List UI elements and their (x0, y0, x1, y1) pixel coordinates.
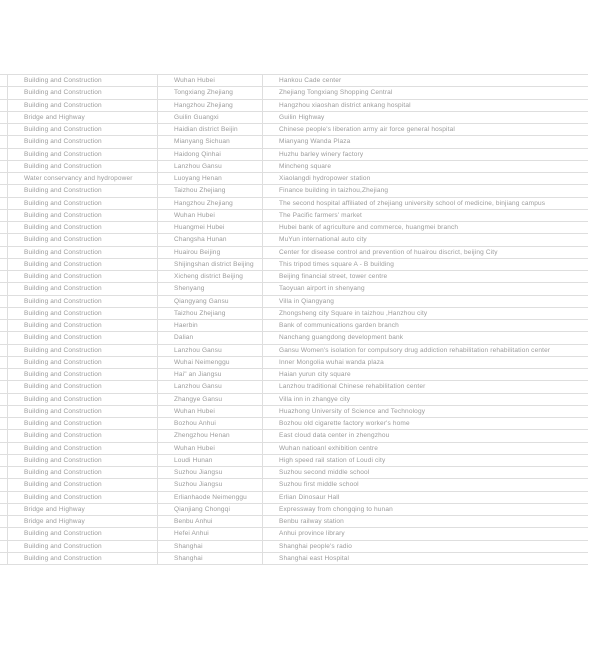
category-cell: Building and Construction (7, 124, 157, 135)
location-cell: Wuhan Hubei (157, 75, 262, 86)
category-cell: Building and Construction (7, 394, 157, 405)
project-cell: Benbu railway station (262, 516, 588, 527)
location-cell: Wuhai Neimenggu (157, 357, 262, 368)
table-row (0, 455, 588, 467)
table-row (0, 541, 588, 553)
location-cell: Shijingshan district Beijing (157, 259, 262, 270)
project-cell: Shanghai people's radio (262, 541, 588, 552)
project-cell: Finance building in taizhou,Zhejiang (262, 185, 588, 196)
location-cell: Erlianhaode Neimenggu (157, 492, 262, 503)
category-cell: Building and Construction (7, 100, 157, 111)
table-row (0, 112, 588, 124)
table-row (0, 394, 588, 406)
category-cell: Building and Construction (7, 455, 157, 466)
location-cell: Zhangye Gansu (157, 394, 262, 405)
location-cell: Wuhan Hubei (157, 443, 262, 454)
project-cell: Villa inn in zhangye city (262, 394, 588, 405)
category-cell: Building and Construction (7, 332, 157, 343)
category-cell: Building and Construction (7, 247, 157, 258)
table-row (0, 320, 588, 332)
project-cell: The Pacific farmers' market (262, 210, 588, 221)
project-cell: Suzhou first middle school (262, 479, 588, 490)
category-cell: Building and Construction (7, 553, 157, 564)
location-cell: Taizhou Zhejiang (157, 308, 262, 319)
location-cell: Shanghai (157, 553, 262, 564)
location-cell: Bozhou Anhui (157, 418, 262, 429)
category-cell: Building and Construction (7, 185, 157, 196)
location-cell: Loudi Hunan (157, 455, 262, 466)
location-cell: Benbu Anhui (157, 516, 262, 527)
category-cell: Building and Construction (7, 541, 157, 552)
location-cell: Guilin Guangxi (157, 112, 262, 123)
project-cell: The second hospital affiliated of zhejiang university school of medicine, binjiang campus (262, 198, 588, 209)
category-cell: Building and Construction (7, 75, 157, 86)
category-cell: Building and Construction (7, 479, 157, 490)
category-cell: Building and Construction (7, 467, 157, 478)
category-cell: Building and Construction (7, 296, 157, 307)
location-cell: Wuhan Hubei (157, 406, 262, 417)
category-cell: Building and Construction (7, 528, 157, 539)
table-row (0, 161, 588, 173)
location-cell: Mianyang Sichuan (157, 136, 262, 147)
table-row (0, 528, 588, 540)
project-cell: Erlian Dinosaur Hall (262, 492, 588, 503)
category-cell: Building and Construction (7, 161, 157, 172)
category-cell: Building and Construction (7, 271, 157, 282)
location-cell: Haerbin (157, 320, 262, 331)
project-cell: This tripod times square A - B building (262, 259, 588, 270)
project-cell: Zhongsheng city Square in taizhou ,Hanzhou city (262, 308, 588, 319)
table-row (0, 234, 588, 246)
project-cell: Haian yurun city square (262, 369, 588, 380)
category-cell: Building and Construction (7, 308, 157, 319)
category-cell: Building and Construction (7, 492, 157, 503)
location-cell: Hai" an Jiangsu (157, 369, 262, 380)
category-cell: Building and Construction (7, 198, 157, 209)
table-row (0, 198, 588, 210)
location-cell: Hangzhou Zhejiang (157, 198, 262, 209)
location-cell: Huangmei Hubei (157, 222, 262, 233)
category-cell: Building and Construction (7, 320, 157, 331)
project-cell: Huzhu barley winery factory (262, 149, 588, 160)
location-cell: Taizhou Zhejiang (157, 185, 262, 196)
project-cell: Chinese people's liberation army air force general hospital (262, 124, 588, 135)
project-cell: Anhui province library (262, 528, 588, 539)
project-cell: Lanzhou traditional Chinese rehabilitation center (262, 381, 588, 392)
category-cell: Building and Construction (7, 406, 157, 417)
category-cell: Building and Construction (7, 136, 157, 147)
table-row (0, 332, 588, 344)
location-cell: Shanghai (157, 541, 262, 552)
project-cell: Zhejiang Tongxiang Shopping Central (262, 87, 588, 98)
projects-table-body (0, 75, 588, 565)
category-cell: Building and Construction (7, 345, 157, 356)
project-cell: Huazhong University of Science and Technology (262, 406, 588, 417)
location-cell: Suzhou Jiangsu (157, 467, 262, 478)
category-cell: Building and Construction (7, 418, 157, 429)
project-cell: Hankou Cade center (262, 75, 588, 86)
category-cell: Building and Construction (7, 234, 157, 245)
project-cell: Suzhou second middle school (262, 467, 588, 478)
table-row (0, 87, 588, 99)
category-cell: Water conservancy and hydropower (7, 173, 157, 184)
project-cell: Guilin Highway (262, 112, 588, 123)
table-row (0, 406, 588, 418)
project-cell: High speed rail station of Loudi city (262, 455, 588, 466)
project-cell: Wuhan natioanl exhibition centre (262, 443, 588, 454)
project-cell: MuYun international auto city (262, 234, 588, 245)
category-cell: Building and Construction (7, 259, 157, 270)
location-cell: Suzhou Jiangsu (157, 479, 262, 490)
table-row (0, 381, 588, 393)
table-row (0, 357, 588, 369)
location-cell: Hefei Anhui (157, 528, 262, 539)
project-cell: Beijing financial street, tower centre (262, 271, 588, 282)
project-cell: Taoyuan airport in shenyang (262, 283, 588, 294)
location-cell: Lanzhou Gansu (157, 345, 262, 356)
project-cell: Inner Mongolia wuhai wanda plaza (262, 357, 588, 368)
location-cell: Dalian (157, 332, 262, 343)
location-cell: Changsha Hunan (157, 234, 262, 245)
location-cell: Qiangyang Gansu (157, 296, 262, 307)
location-cell: Haidong Qinhai (157, 149, 262, 160)
category-cell: Building and Construction (7, 369, 157, 380)
table-row (0, 345, 588, 357)
project-cell: Bank of communications garden branch (262, 320, 588, 331)
location-cell: Qianjiang Chongqi (157, 504, 262, 515)
category-cell: Building and Construction (7, 283, 157, 294)
category-cell: Building and Construction (7, 430, 157, 441)
table-row (0, 259, 588, 271)
table-row (0, 308, 588, 320)
project-cell: Gansu Women's isolation for compulsory drug addiction rehabilitation rehabilitation center (262, 345, 588, 356)
location-cell: Shenyang (157, 283, 262, 294)
project-cell: Shanghai east Hospital (262, 553, 588, 564)
category-cell: Building and Construction (7, 87, 157, 98)
table-row (0, 504, 588, 516)
category-cell: Bridge and Highway (7, 504, 157, 515)
table-row (0, 443, 588, 455)
category-cell: Bridge and Highway (7, 516, 157, 527)
table-row (0, 124, 588, 136)
category-cell: Building and Construction (7, 149, 157, 160)
table-row (0, 492, 588, 504)
category-cell: Bridge and Highway (7, 112, 157, 123)
table-row (0, 283, 588, 295)
location-cell: Lanzhou Gansu (157, 161, 262, 172)
location-cell: Zhengzhou Henan (157, 430, 262, 441)
project-cell: Center for disease control and prevention of huairou discrict, beijing City (262, 247, 588, 258)
table-row (0, 173, 588, 185)
table-row (0, 222, 588, 234)
table-row (0, 553, 588, 565)
category-cell: Building and Construction (7, 222, 157, 233)
table-row (0, 430, 588, 442)
table-row (0, 100, 588, 112)
table-row (0, 479, 588, 491)
project-cell: Xiaolangdi hydropower station (262, 173, 588, 184)
location-cell: Lanzhou Gansu (157, 381, 262, 392)
location-cell: Hangzhou Zhejiang (157, 100, 262, 111)
table-row (0, 467, 588, 479)
table-row (0, 75, 588, 87)
table-row (0, 149, 588, 161)
category-cell: Building and Construction (7, 443, 157, 454)
table-row (0, 185, 588, 197)
table-row (0, 418, 588, 430)
table-row (0, 369, 588, 381)
category-cell: Building and Construction (7, 381, 157, 392)
category-cell: Building and Construction (7, 210, 157, 221)
location-cell: Huairou Beijing (157, 247, 262, 258)
projects-table (0, 74, 588, 565)
project-cell: Expressway from chongqing to hunan (262, 504, 588, 515)
location-cell: Haidian district Beijin (157, 124, 262, 135)
location-cell: Xicheng district Beijing (157, 271, 262, 282)
project-cell: Mianyang Wanda Plaza (262, 136, 588, 147)
table-row (0, 271, 588, 283)
table-row (0, 210, 588, 222)
project-cell: Bozhou old cigarette factory worker's home (262, 418, 588, 429)
table-row (0, 516, 588, 528)
project-cell: Mincheng square (262, 161, 588, 172)
project-cell: Hubei bank of agriculture and commerce, huangmei branch (262, 222, 588, 233)
project-cell: Hangzhou xiaoshan district ankang hospital (262, 100, 588, 111)
table-row (0, 136, 588, 148)
project-cell: East cloud data center in zhengzhou (262, 430, 588, 441)
table-row (0, 247, 588, 259)
project-cell: Villa in Qiangyang (262, 296, 588, 307)
table-row (0, 296, 588, 308)
location-cell: Wuhan Hubei (157, 210, 262, 221)
location-cell: Luoyang Henan (157, 173, 262, 184)
project-cell: Nanchang guangdong development bank (262, 332, 588, 343)
category-cell: Building and Construction (7, 357, 157, 368)
location-cell: Tongxiang Zhejiang (157, 87, 262, 98)
